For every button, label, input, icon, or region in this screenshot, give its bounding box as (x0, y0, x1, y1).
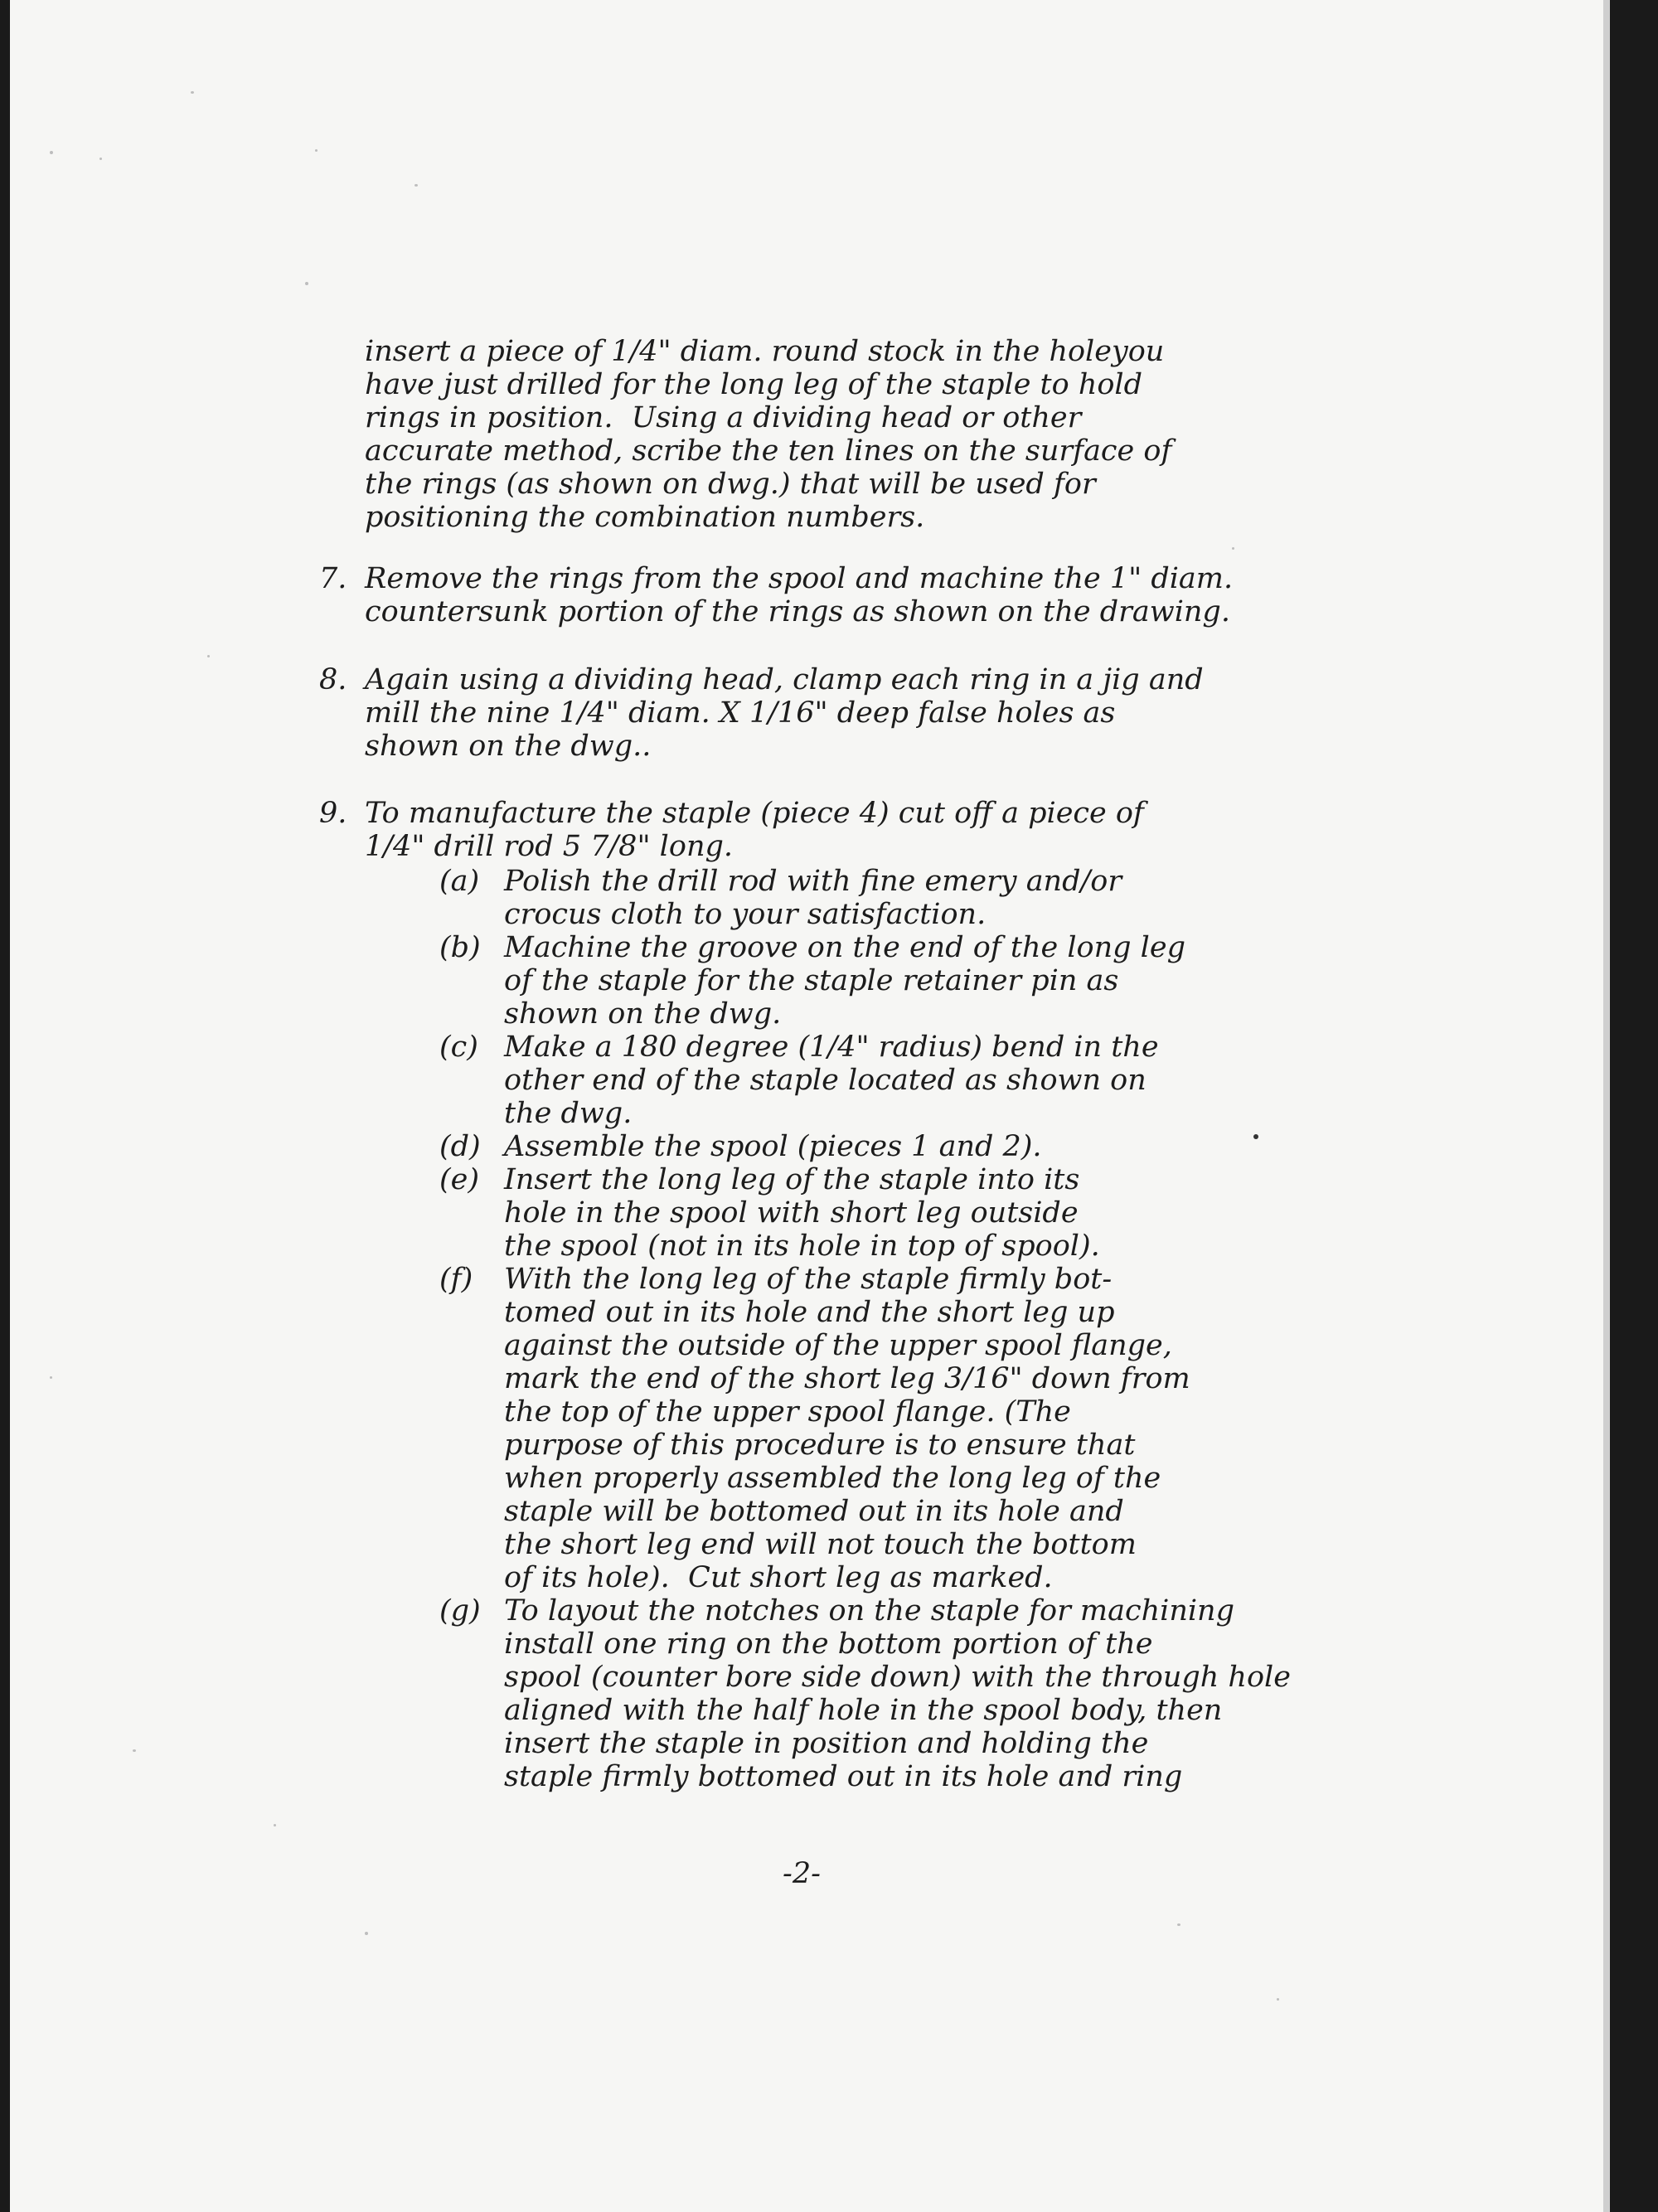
subitem-f-label: (f) (439, 1263, 473, 1296)
text-line: insert a piece of 1/4" diam. round stock in the holeyou (365, 335, 1165, 368)
text-line: when properly assembled the long leg of the (504, 1462, 1161, 1495)
item-7-text (365, 562, 1233, 628)
scan-speck (315, 149, 318, 152)
text-line: the short leg end will not touch the bottom (504, 1528, 1137, 1561)
text-line: of the staple for the staple retainer pin as (504, 964, 1119, 997)
scan-speck (1232, 547, 1234, 550)
scan-speck (50, 1376, 52, 1379)
text-line: crocus cloth to your satisfaction. (504, 898, 987, 931)
text-line: Again using a dividing head, clamp each ring in a jig and (365, 663, 1204, 696)
text-line: Polish the drill rod with fine emery and/or (504, 865, 1122, 898)
subitem-g-text (504, 1594, 1291, 1793)
scan-speck (191, 91, 194, 94)
subitem-c-label: (c) (439, 1031, 478, 1064)
text-line: shown on the dwg.. (365, 730, 652, 763)
subitem-d-label: (d) (439, 1130, 481, 1163)
text-line: the rings (as shown on dwg.) that will be used for (365, 468, 1096, 501)
text-line: Insert the long leg of the staple into its (504, 1163, 1080, 1196)
text-line: mark the end of the short leg 3/16" down from (504, 1362, 1190, 1395)
text-line: 1/4" drill rod 5 7/8" long. (365, 830, 734, 863)
item-7-number: 7. (319, 562, 347, 595)
text-line: other end of the staple located as shown on (504, 1064, 1147, 1097)
text-line: Assemble the spool (pieces 1 and 2). (504, 1130, 1042, 1163)
item-8-number: 8. (319, 663, 347, 696)
scan-speck (274, 1824, 276, 1826)
text-line: To manufacture the staple (piece 4) cut off a piece of (365, 797, 1144, 830)
subitem-e-text (504, 1163, 1100, 1263)
text-line: staple will be bottomed out in its hole and (504, 1495, 1124, 1528)
text-line: the top of the upper spool flange. (The (504, 1395, 1071, 1429)
text-line: tomed out in its hole and the short leg up (504, 1296, 1115, 1329)
text-line: spool (counter bore side down) with the through hole (504, 1661, 1291, 1694)
text-line: insert the staple in position and holding the (504, 1727, 1149, 1760)
scan-speck (414, 184, 418, 187)
item-9-text (365, 797, 1144, 863)
text-line: install one ring on the bottom portion of the (504, 1627, 1153, 1661)
text-line: have just drilled for the long leg of the staple to hold (365, 368, 1143, 401)
text-line: Remove the rings from the spool and machine the 1" diam. (365, 562, 1234, 595)
subitem-f-text (504, 1263, 1190, 1594)
text-line: staple firmly bottomed out in its hole and ring (504, 1760, 1183, 1793)
subitem-d-text (504, 1130, 1042, 1163)
text-line: accurate method, scribe the ten lines on the surface of (365, 434, 1172, 468)
scan-speck (1277, 1998, 1279, 2001)
text-line: of its hole). Cut short leg as marked. (504, 1561, 1053, 1594)
text-line: Machine the groove on the end of the long leg (504, 931, 1185, 964)
text-line: aligned with the half hole in the spool body, then (504, 1694, 1223, 1727)
scan-speck (133, 1749, 136, 1752)
page-edge-shadow (1603, 0, 1610, 2212)
subitem-g-label: (g) (439, 1594, 481, 1627)
subitem-a-label: (a) (439, 865, 480, 898)
text-line: shown on the dwg. (504, 997, 782, 1031)
scan-speck (365, 1932, 368, 1935)
text-line: the spool (not in its hole in top of spool). (504, 1230, 1100, 1263)
scan-edge-right (1610, 0, 1658, 2212)
scan-edge-left (0, 0, 10, 2212)
scan-speck (305, 282, 308, 285)
item-8-text (365, 663, 1204, 763)
text-line: To layout the notches on the staple for machining (504, 1594, 1234, 1627)
text-line: With the long leg of the staple firmly bot- (504, 1263, 1113, 1296)
text-line: positioning the combination numbers. (365, 501, 925, 534)
scan-speck (99, 158, 102, 160)
text-line: countersunk portion of the rings as shown on the drawing. (365, 595, 1230, 628)
subitem-c-text (504, 1031, 1159, 1130)
text-line: purpose of this procedure is to ensure that (504, 1429, 1136, 1462)
text-line: rings in position. Using a dividing head or other (365, 401, 1082, 434)
subitem-b-text (504, 931, 1185, 1031)
subitem-e-label: (e) (439, 1163, 480, 1196)
scan-speck (1253, 1134, 1258, 1139)
text-line: mill the nine 1/4" diam. X 1/16" deep false holes as (365, 696, 1116, 730)
text-line: Make a 180 degree (1/4" radius) bend in the (504, 1031, 1159, 1064)
text-line: the dwg. (504, 1097, 633, 1130)
text-line: against the outside of the upper spool flange, (504, 1329, 1172, 1362)
subitem-b-label: (b) (439, 931, 481, 964)
scan-speck (50, 151, 53, 154)
intro-paragraph (365, 335, 1171, 534)
subitem-a-text (504, 865, 1122, 931)
item-9-number: 9. (319, 797, 347, 830)
scan-speck (207, 655, 210, 657)
scan-speck (1177, 1923, 1180, 1926)
text-line: hole in the spool with short leg outside (504, 1196, 1079, 1230)
page-number: -2- (783, 1857, 821, 1890)
